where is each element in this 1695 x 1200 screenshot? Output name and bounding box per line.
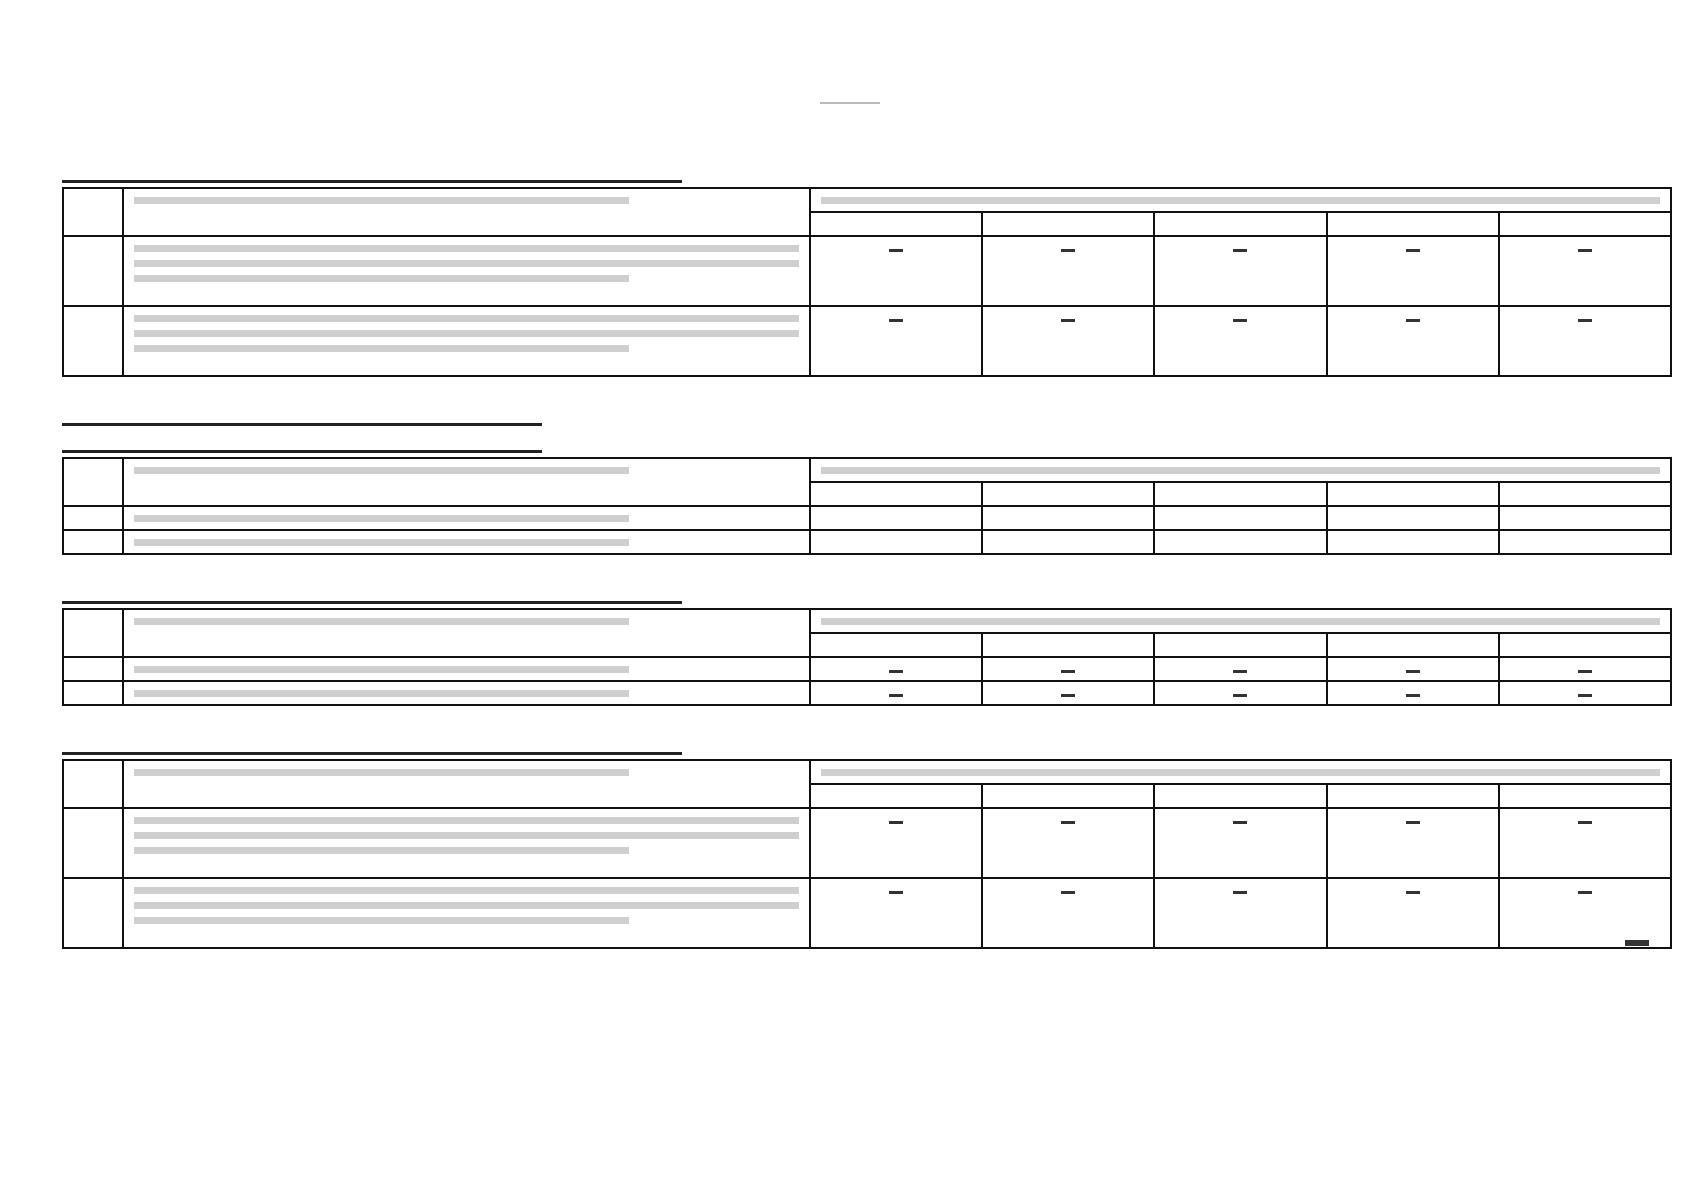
closing-mark	[1625, 940, 1649, 946]
header-cell	[1154, 784, 1326, 808]
table-cell	[1499, 878, 1671, 948]
section-heading	[62, 430, 542, 453]
header-cell	[123, 609, 810, 657]
table-cell	[1499, 530, 1671, 554]
header-cell	[1154, 633, 1326, 657]
table-cell	[1154, 236, 1326, 306]
table-cell	[1499, 306, 1671, 376]
table-row	[63, 681, 1671, 705]
table-cell	[1499, 681, 1671, 705]
header-cell	[810, 458, 1671, 482]
table-cell	[982, 681, 1154, 705]
table-cell	[1154, 808, 1326, 878]
table-cell	[63, 808, 123, 878]
table-cell	[1327, 878, 1499, 948]
header-cell	[1327, 212, 1499, 236]
table-cell	[982, 530, 1154, 554]
table-cell	[63, 506, 123, 530]
header-cell	[63, 609, 123, 657]
table-cell	[63, 530, 123, 554]
data-table	[62, 608, 1672, 706]
section-heading	[62, 160, 682, 183]
table-cell	[1499, 657, 1671, 681]
table-cell	[63, 236, 123, 306]
header-cell	[1499, 784, 1671, 808]
table-cell	[1327, 236, 1499, 306]
header-cell	[810, 633, 982, 657]
section-heading	[62, 581, 682, 604]
table-cell	[810, 657, 982, 681]
table-cell	[1154, 681, 1326, 705]
table-cell	[810, 530, 982, 554]
header-cell	[810, 212, 982, 236]
table-row	[63, 657, 1671, 681]
header-cell	[1154, 482, 1326, 506]
table-cell	[63, 878, 123, 948]
table-cell	[982, 808, 1154, 878]
table-row	[63, 530, 1671, 554]
table-cell	[810, 681, 982, 705]
table-cell	[123, 657, 810, 681]
data-table	[62, 759, 1672, 949]
header-cell	[810, 482, 982, 506]
header-cell	[982, 633, 1154, 657]
section-block	[62, 403, 1672, 555]
section-heading	[62, 403, 542, 426]
table-cell	[810, 306, 982, 376]
table-cell	[810, 506, 982, 530]
table-cell	[123, 236, 810, 306]
header-cell	[1154, 212, 1326, 236]
header-cell	[810, 609, 1671, 633]
table-cell	[123, 681, 810, 705]
data-table	[62, 187, 1672, 377]
table-cell	[1327, 306, 1499, 376]
header-cell	[1327, 784, 1499, 808]
header-cell	[63, 760, 123, 808]
data-table	[62, 457, 1672, 555]
table-cell	[1499, 808, 1671, 878]
header-cell	[810, 188, 1671, 212]
table-cell	[1154, 878, 1326, 948]
table-cell	[1327, 681, 1499, 705]
header-cell	[1499, 633, 1671, 657]
table-cell	[1499, 506, 1671, 530]
table-cell	[810, 808, 982, 878]
table-cell	[1154, 306, 1326, 376]
table-cell	[63, 657, 123, 681]
table-cell	[1327, 657, 1499, 681]
tables-region	[62, 160, 1672, 975]
header-cell	[810, 760, 1671, 784]
table-cell	[123, 306, 810, 376]
table-row	[63, 878, 1671, 948]
table-cell	[123, 530, 810, 554]
table-cell	[123, 878, 810, 948]
section-heading	[62, 732, 682, 755]
header-cell	[63, 458, 123, 506]
table-cell	[982, 878, 1154, 948]
table-cell	[1499, 236, 1671, 306]
header-cell	[123, 760, 810, 808]
header-cell	[1499, 482, 1671, 506]
table-cell	[982, 306, 1154, 376]
header-cell	[63, 188, 123, 236]
table-cell	[1154, 530, 1326, 554]
table-cell	[1154, 506, 1326, 530]
header-cell	[1499, 212, 1671, 236]
table-cell	[810, 236, 982, 306]
header-cell	[123, 188, 810, 236]
table-cell	[982, 657, 1154, 681]
header-cell	[123, 458, 810, 506]
page-number	[820, 84, 880, 104]
table-row	[63, 236, 1671, 306]
header-cell	[982, 482, 1154, 506]
table-row	[63, 808, 1671, 878]
table-cell	[982, 236, 1154, 306]
table-cell	[123, 808, 810, 878]
header-cell	[810, 784, 982, 808]
table-row	[63, 306, 1671, 376]
section-block	[62, 581, 1672, 706]
header-cell	[1327, 482, 1499, 506]
table-cell	[1327, 530, 1499, 554]
table-cell	[63, 681, 123, 705]
table-cell	[810, 878, 982, 948]
table-cell	[63, 306, 123, 376]
section-block	[62, 160, 1672, 377]
table-row	[63, 506, 1671, 530]
table-cell	[1327, 506, 1499, 530]
section-block	[62, 732, 1672, 949]
table-cell	[1154, 657, 1326, 681]
header-cell	[982, 212, 1154, 236]
header-cell	[982, 784, 1154, 808]
header-cell	[1327, 633, 1499, 657]
table-cell	[123, 506, 810, 530]
table-cell	[982, 506, 1154, 530]
table-cell	[1327, 808, 1499, 878]
